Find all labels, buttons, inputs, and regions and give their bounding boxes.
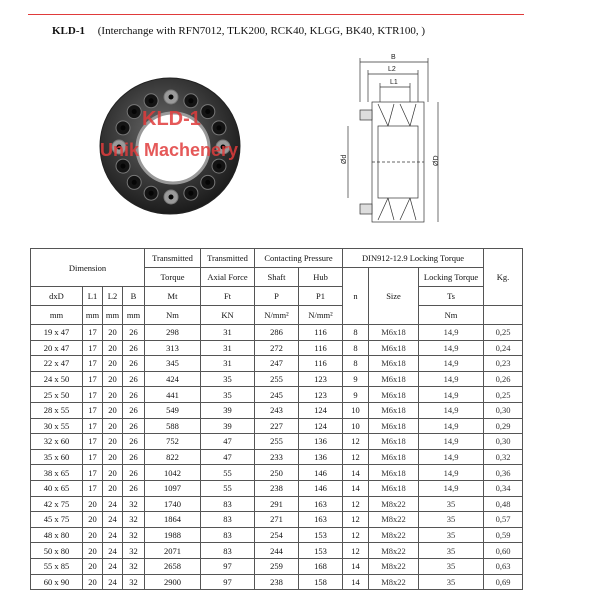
cell-kg: 0,29 — [484, 418, 523, 434]
screw-socket — [121, 164, 126, 169]
cell-n: 10 — [343, 402, 369, 418]
cell-ts: 14,9 — [419, 387, 484, 403]
screw-socket — [205, 109, 210, 114]
cell-l1: 20 — [83, 558, 103, 574]
cell-p1: 146 — [299, 480, 343, 496]
cell-p1: 136 — [299, 449, 343, 465]
cross-section-drawing — [318, 50, 448, 230]
cell-b: 26 — [123, 325, 145, 341]
cell-ft: 55 — [201, 480, 255, 496]
cell-n: 12 — [343, 434, 369, 450]
cell-b: 26 — [123, 449, 145, 465]
cell-l1: 17 — [83, 387, 103, 403]
header-sym-l1: L1 — [83, 287, 103, 306]
cell-dxd: 25 x 50 — [31, 387, 83, 403]
cell-n: 14 — [343, 558, 369, 574]
cell-dxd: 55 x 85 — [31, 558, 83, 574]
model-name: KLD-1 — [52, 25, 85, 37]
dim-label-d: Ød — [341, 154, 348, 164]
header-unit-ts: Nm — [419, 306, 484, 325]
cell-ts: 14,9 — [419, 480, 484, 496]
cell-p: 227 — [255, 418, 299, 434]
header-sym-l2: L2 — [103, 287, 123, 306]
cell-n: 14 — [343, 574, 369, 590]
cell-ft: 97 — [201, 574, 255, 590]
cell-p1: 124 — [299, 402, 343, 418]
header-unit-b: mm — [123, 306, 145, 325]
header-contacting-pressure: Contacting Pressure — [255, 249, 343, 268]
table-row — [31, 402, 523, 418]
table-row — [31, 480, 523, 496]
cell-ts: 14,9 — [419, 402, 484, 418]
cell-p: 238 — [255, 574, 299, 590]
cell-size: M6x18 — [369, 340, 419, 356]
header-unit-dxd: mm — [31, 306, 83, 325]
cell-mt: 313 — [145, 340, 201, 356]
spec-table — [30, 248, 523, 590]
cell-l1: 17 — [83, 402, 103, 418]
page-heading — [52, 25, 425, 37]
screw-socket — [169, 95, 174, 100]
cell-ft: 83 — [201, 543, 255, 559]
cell-dxd: 42 x 75 — [31, 496, 83, 512]
top-rule — [28, 14, 524, 15]
cell-l1: 17 — [83, 418, 103, 434]
cell-b: 32 — [123, 527, 145, 543]
cell-size: M6x18 — [369, 480, 419, 496]
cell-ft: 83 — [201, 527, 255, 543]
cell-size: M8x22 — [369, 574, 419, 590]
cell-ft: 31 — [201, 340, 255, 356]
cell-kg: 0,57 — [484, 512, 523, 528]
cell-p1: 123 — [299, 387, 343, 403]
cell-l1: 17 — [83, 449, 103, 465]
cell-l2: 24 — [103, 527, 123, 543]
cell-n: 9 — [343, 371, 369, 387]
cell-p: 255 — [255, 434, 299, 450]
header-sym-ts: Ts — [419, 287, 484, 306]
cell-kg: 0,34 — [484, 480, 523, 496]
cell-n: 12 — [343, 449, 369, 465]
header-sym-mt: Mt — [145, 287, 201, 306]
cell-dxd: 22 x 47 — [31, 356, 83, 372]
cell-p1: 153 — [299, 543, 343, 559]
cell-mt: 1864 — [145, 512, 201, 528]
cell-size: M6x18 — [369, 371, 419, 387]
cell-b: 32 — [123, 512, 145, 528]
table-row — [31, 558, 523, 574]
watermark-company: Unik Machenery — [100, 140, 239, 160]
header-unit-p: N/mm² — [255, 306, 299, 325]
cell-b: 32 — [123, 574, 145, 590]
cell-n: 10 — [343, 418, 369, 434]
table-row — [31, 449, 523, 465]
cell-p: 245 — [255, 387, 299, 403]
cell-ts: 14,9 — [419, 434, 484, 450]
cell-mt: 1988 — [145, 527, 201, 543]
cell-b: 26 — [123, 371, 145, 387]
cell-p: 244 — [255, 543, 299, 559]
cell-size: M6x18 — [369, 434, 419, 450]
cell-size: M8x22 — [369, 543, 419, 559]
cell-mt: 1042 — [145, 465, 201, 481]
cell-p1: 146 — [299, 465, 343, 481]
table-row — [31, 356, 523, 372]
cell-ts: 35 — [419, 512, 484, 528]
cell-size: M8x22 — [369, 496, 419, 512]
cell-size: M6x18 — [369, 402, 419, 418]
cell-ts: 35 — [419, 527, 484, 543]
cell-p: 243 — [255, 402, 299, 418]
cell-dxd: 35 x 60 — [31, 449, 83, 465]
table-row — [31, 434, 523, 450]
cell-b: 26 — [123, 434, 145, 450]
cell-ft: 39 — [201, 402, 255, 418]
cell-p: 247 — [255, 356, 299, 372]
cell-p1: 124 — [299, 418, 343, 434]
cell-size: M6x18 — [369, 465, 419, 481]
cell-n: 9 — [343, 387, 369, 403]
cell-kg: 0,26 — [484, 371, 523, 387]
cell-n: 12 — [343, 543, 369, 559]
cell-n: 12 — [343, 496, 369, 512]
cell-ts: 14,9 — [419, 418, 484, 434]
cell-l1: 20 — [83, 574, 103, 590]
header-n: n — [343, 268, 369, 325]
cell-mt: 345 — [145, 356, 201, 372]
cell-kg: 0,25 — [484, 325, 523, 341]
cell-size: M8x22 — [369, 558, 419, 574]
cell-l2: 20 — [103, 465, 123, 481]
table-row — [31, 387, 523, 403]
header-dimension: Dimension — [31, 249, 145, 287]
table-row — [31, 543, 523, 559]
cell-dxd: 48 x 80 — [31, 527, 83, 543]
header-sym-ft: Ft — [201, 287, 255, 306]
cell-mt: 1740 — [145, 496, 201, 512]
cell-kg: 0,63 — [484, 558, 523, 574]
cell-ft: 47 — [201, 434, 255, 450]
header-sym-p: P — [255, 287, 299, 306]
cell-ts: 14,9 — [419, 465, 484, 481]
cell-l2: 20 — [103, 387, 123, 403]
cell-ts: 14,9 — [419, 340, 484, 356]
cell-l2: 24 — [103, 512, 123, 528]
cell-p: 272 — [255, 340, 299, 356]
dim-label-b: B — [391, 54, 396, 61]
cell-l2: 20 — [103, 340, 123, 356]
cell-p1: 136 — [299, 434, 343, 450]
screw-socket — [132, 180, 137, 185]
cell-ts: 35 — [419, 558, 484, 574]
cell-kg: 0,36 — [484, 465, 523, 481]
cell-l1: 17 — [83, 371, 103, 387]
header-transmitted-torque-2: Torque — [145, 268, 201, 287]
cell-p1: 116 — [299, 356, 343, 372]
screw-socket — [188, 191, 193, 196]
cell-l1: 20 — [83, 527, 103, 543]
cell-mt: 2071 — [145, 543, 201, 559]
header-unit-kg — [484, 306, 523, 325]
table-row — [31, 418, 523, 434]
cell-dxd: 38 x 65 — [31, 465, 83, 481]
cell-dxd: 32 x 60 — [31, 434, 83, 450]
header-locking-torque: Locking Torque — [419, 268, 484, 287]
header-unit-mt: Nm — [145, 306, 201, 325]
cell-p: 238 — [255, 480, 299, 496]
header-din-locking-torque: DIN912-12.9 Locking Torque — [343, 249, 484, 268]
header-unit-l1: mm — [83, 306, 103, 325]
cell-mt: 2658 — [145, 558, 201, 574]
screw-socket — [149, 98, 154, 103]
header-shaft: Shaft — [255, 268, 299, 287]
cell-l1: 17 — [83, 325, 103, 341]
cell-mt: 2900 — [145, 574, 201, 590]
header-transmitted-torque-1: Transmitted — [145, 249, 201, 268]
header-transmitted-axial-1: Transmitted — [201, 249, 255, 268]
cell-l1: 17 — [83, 434, 103, 450]
cell-b: 26 — [123, 356, 145, 372]
cell-dxd: 30 x 55 — [31, 418, 83, 434]
cell-kg: 0,69 — [484, 574, 523, 590]
cell-l2: 20 — [103, 325, 123, 341]
cell-kg: 0,32 — [484, 449, 523, 465]
cell-ts: 14,9 — [419, 325, 484, 341]
screw-socket — [217, 125, 222, 130]
cell-ft: 35 — [201, 387, 255, 403]
cell-ft: 31 — [201, 325, 255, 341]
cell-mt: 424 — [145, 371, 201, 387]
cell-ft: 35 — [201, 371, 255, 387]
cell-l2: 24 — [103, 543, 123, 559]
table-row — [31, 527, 523, 543]
cell-ft: 83 — [201, 496, 255, 512]
cell-dxd: 50 x 80 — [31, 543, 83, 559]
cell-size: M6x18 — [369, 449, 419, 465]
cell-ts: 35 — [419, 543, 484, 559]
cell-p: 259 — [255, 558, 299, 574]
cell-n: 8 — [343, 340, 369, 356]
cell-size: M6x18 — [369, 418, 419, 434]
cell-ts: 14,9 — [419, 356, 484, 372]
header-unit-l2: mm — [103, 306, 123, 325]
cell-p1: 163 — [299, 496, 343, 512]
header-hub: Hub — [299, 268, 343, 287]
cell-mt: 822 — [145, 449, 201, 465]
cell-n: 14 — [343, 480, 369, 496]
screw-socket — [205, 180, 210, 185]
cell-l2: 20 — [103, 418, 123, 434]
cell-ts: 14,9 — [419, 371, 484, 387]
screw-socket — [217, 164, 222, 169]
cell-b: 32 — [123, 558, 145, 574]
cell-p: 271 — [255, 512, 299, 528]
cell-l2: 20 — [103, 434, 123, 450]
cell-ft: 55 — [201, 465, 255, 481]
cell-b: 32 — [123, 496, 145, 512]
cell-p: 233 — [255, 449, 299, 465]
screw-socket — [121, 125, 126, 130]
cell-size: M6x18 — [369, 387, 419, 403]
cell-b: 26 — [123, 465, 145, 481]
cell-ts: 14,9 — [419, 449, 484, 465]
cell-ts: 35 — [419, 574, 484, 590]
screw-socket — [188, 98, 193, 103]
cell-mt: 588 — [145, 418, 201, 434]
cell-ts: 35 — [419, 496, 484, 512]
cell-p: 254 — [255, 527, 299, 543]
cell-b: 32 — [123, 543, 145, 559]
cell-kg: 0,60 — [484, 543, 523, 559]
cell-dxd: 28 x 55 — [31, 402, 83, 418]
cell-l2: 20 — [103, 356, 123, 372]
table-row — [31, 465, 523, 481]
cell-l2: 24 — [103, 558, 123, 574]
cell-ft: 31 — [201, 356, 255, 372]
cell-l2: 24 — [103, 496, 123, 512]
dim-label-outer-d: ØD — [433, 155, 440, 166]
cell-l1: 17 — [83, 480, 103, 496]
table-row — [31, 340, 523, 356]
cell-mt: 1097 — [145, 480, 201, 496]
cell-l1: 17 — [83, 465, 103, 481]
cell-l2: 24 — [103, 574, 123, 590]
cell-size: M6x18 — [369, 325, 419, 341]
cell-l1: 20 — [83, 543, 103, 559]
cell-l2: 20 — [103, 449, 123, 465]
header-sym-b: B — [123, 287, 145, 306]
cell-l1: 17 — [83, 356, 103, 372]
cell-p1: 163 — [299, 512, 343, 528]
cell-kg: 0,25 — [484, 387, 523, 403]
table-row — [31, 496, 523, 512]
cell-kg: 0,30 — [484, 434, 523, 450]
cell-kg: 0,30 — [484, 402, 523, 418]
header-size: Size — [369, 268, 419, 325]
cell-n: 12 — [343, 512, 369, 528]
dim-label-l2: L2 — [388, 66, 396, 73]
screw-socket — [132, 109, 137, 114]
cell-ft: 47 — [201, 449, 255, 465]
cell-n: 12 — [343, 527, 369, 543]
header-unit-p1: N/mm² — [299, 306, 343, 325]
cell-b: 26 — [123, 387, 145, 403]
cell-p: 291 — [255, 496, 299, 512]
cell-ft: 83 — [201, 512, 255, 528]
cell-mt: 549 — [145, 402, 201, 418]
cell-size: M6x18 — [369, 356, 419, 372]
cell-dxd: 40 x 65 — [31, 480, 83, 496]
dim-label-l1: L1 — [390, 79, 398, 86]
cell-mt: 298 — [145, 325, 201, 341]
header-unit-ft: KN — [201, 306, 255, 325]
cell-dxd: 60 x 90 — [31, 574, 83, 590]
cell-l2: 20 — [103, 480, 123, 496]
cell-size: M8x22 — [369, 512, 419, 528]
cell-mt: 752 — [145, 434, 201, 450]
cell-kg: 0,59 — [484, 527, 523, 543]
cell-l1: 20 — [83, 512, 103, 528]
cell-p: 255 — [255, 371, 299, 387]
cell-p1: 116 — [299, 340, 343, 356]
cell-p1: 123 — [299, 371, 343, 387]
header-sym-dxd: dxD — [31, 287, 83, 306]
screw-socket — [169, 195, 174, 200]
interchange-note: (Interchange with RFN7012, TLK200, RCK40, KLGG, BK40, KTR100, ) — [97, 25, 426, 37]
header-kg: Kg. — [484, 249, 523, 306]
cell-mt: 441 — [145, 387, 201, 403]
table-row — [31, 512, 523, 528]
cell-n: 14 — [343, 465, 369, 481]
cell-l1: 17 — [83, 340, 103, 356]
cell-p1: 168 — [299, 558, 343, 574]
cell-p1: 158 — [299, 574, 343, 590]
cell-p: 250 — [255, 465, 299, 481]
cell-dxd: 45 x 75 — [31, 512, 83, 528]
cell-l2: 20 — [103, 371, 123, 387]
cell-l1: 20 — [83, 496, 103, 512]
cell-b: 26 — [123, 340, 145, 356]
cell-size: M8x22 — [369, 527, 419, 543]
cell-ft: 97 — [201, 558, 255, 574]
cell-ft: 39 — [201, 418, 255, 434]
table-row — [31, 371, 523, 387]
table-row — [31, 325, 523, 341]
cell-dxd: 19 x 47 — [31, 325, 83, 341]
cell-l2: 20 — [103, 402, 123, 418]
cell-kg: 0,23 — [484, 356, 523, 372]
cell-kg: 0,24 — [484, 340, 523, 356]
cell-b: 26 — [123, 418, 145, 434]
cell-n: 8 — [343, 325, 369, 341]
cell-kg: 0,48 — [484, 496, 523, 512]
screw-socket — [149, 191, 154, 196]
cell-b: 26 — [123, 402, 145, 418]
cell-dxd: 20 x 47 — [31, 340, 83, 356]
header-sym-p1: P1 — [299, 287, 343, 306]
cell-n: 8 — [343, 356, 369, 372]
header-transmitted-axial-2: Axial Force — [201, 268, 255, 287]
cell-b: 26 — [123, 480, 145, 496]
cell-p1: 116 — [299, 325, 343, 341]
cell-dxd: 24 x 50 — [31, 371, 83, 387]
cell-p1: 153 — [299, 527, 343, 543]
watermark-model: KLD-1 — [142, 108, 201, 130]
cell-p: 286 — [255, 325, 299, 341]
table-row — [31, 574, 523, 590]
